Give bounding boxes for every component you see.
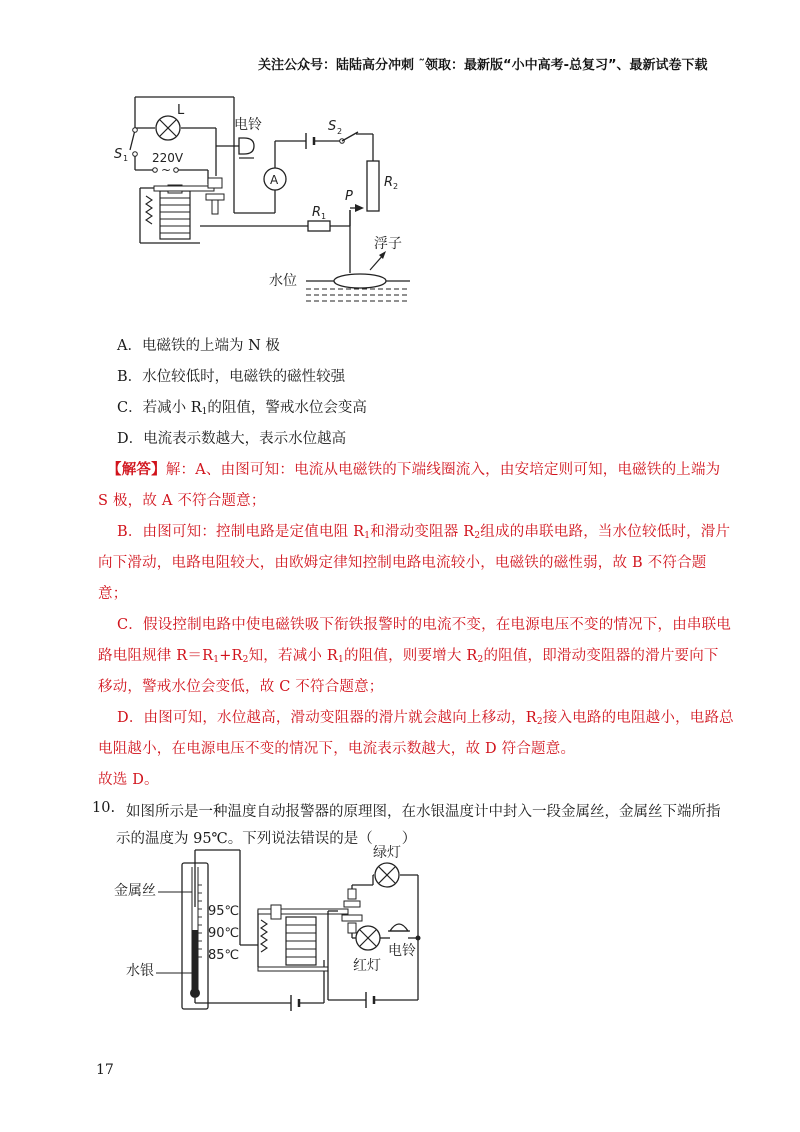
answer-line-6: C．假设控制电路中使电磁铁吸下衔铁报警时的电流不变，在电源电压不变的情况下，由串联电 <box>117 617 731 633</box>
svg-text:红灯: 红灯 <box>353 958 381 974</box>
ammeter-symbol <box>264 168 286 190</box>
svg-text:85℃: 85℃ <box>208 948 240 963</box>
circuit-diagram-1 <box>108 88 428 310</box>
page-number: 17 <box>96 1062 114 1078</box>
svg-text:绿灯: 绿灯 <box>373 845 401 861</box>
svg-text:金属丝: 金属丝 <box>114 883 156 899</box>
answer-line-5: 意； <box>98 586 128 602</box>
svg-text:R: R <box>312 205 322 220</box>
svg-text:水位: 水位 <box>269 273 297 289</box>
answer-line-4: 向下滑动，电路电阻较大，由欧姆定律知控制电路电流较小，电磁铁的磁性弱，故 B 不符合题 <box>98 555 707 571</box>
page-header: 关注公众号：陆陆高分冲刺 ˜领取：最新版“小中高考-总复习”、最新试卷下载 <box>258 58 708 73</box>
svg-text:A: A <box>270 173 279 187</box>
question-10-line-2: 示的温度为 95℃。下列说法错误的是（ ） <box>116 831 417 847</box>
answer-line-9: D．由图可知，水位越高，滑动变阻器的滑片就会越向上移动，$R_2$接入电路的电阻越小，电路总 <box>117 710 734 727</box>
svg-text:90℃: 90℃ <box>208 926 240 941</box>
answer-line-2: S 极，故 A 不符合题意； <box>98 493 266 509</box>
svg-text:水银: 水银 <box>126 963 154 979</box>
svg-text:220V: 220V <box>152 151 184 165</box>
answer-line-10: 电阻越小，在电源电压不变的情况下，电流表示数越大，故 D 符合题意。 <box>98 741 576 757</box>
question-10-number: 10. <box>92 800 116 816</box>
svg-text:S: S <box>114 147 123 162</box>
water-level-circuit-figure <box>108 88 428 310</box>
answer-line-1: 【解答】解：A、由图可知：电流从电磁铁的下端线圈流入，由安培定则可知，电磁铁的上端为 <box>107 461 721 478</box>
answer-line-8: 移动，警戒水位会变低，故 C 不符合题意； <box>98 679 384 695</box>
svg-text:2: 2 <box>393 182 399 191</box>
svg-text:L: L <box>177 103 185 118</box>
svg-text:浮子: 浮子 <box>374 236 402 252</box>
answer-line-7: 路电阻规律 $R=R_1+R_2$知，若减小 $R_1$的阻值，则要增大 $R_2$的阻值，即滑动变阻器的滑片要向下 <box>98 648 719 665</box>
svg-text:2: 2 <box>337 127 343 136</box>
svg-text:电铃: 电铃 <box>388 943 416 959</box>
svg-text:S: S <box>328 119 337 134</box>
green-lamp-symbol <box>375 863 399 887</box>
temperature-alarm-figure <box>108 845 438 1015</box>
svg-text:1: 1 <box>123 154 129 163</box>
svg-text:95℃: 95℃ <box>208 904 240 919</box>
svg-text:~: ~ <box>161 163 172 177</box>
option-b: B．水位较低时，电磁铁的磁性较强 <box>117 369 346 385</box>
answer-line-11: 故选 D。 <box>98 772 159 788</box>
svg-text:P: P <box>345 189 353 204</box>
lamp-l-symbol <box>156 116 180 140</box>
svg-text:R: R <box>384 175 394 190</box>
red-lamp-symbol <box>356 926 380 950</box>
option-d: D．电流表示数越大，表示水位越高 <box>117 431 347 447</box>
svg-text:电铃: 电铃 <box>234 117 262 133</box>
option-a: A．电磁铁的上端为 N 极 <box>117 338 280 354</box>
answer-line-3: B．由图可知：控制电路是定值电阻 $R_1$和滑动变阻器 $R_2$组成的串联电路，当水位较低时，滑片 <box>117 524 731 541</box>
option-c: C．若减小 $R_1$的阻值，警戒水位会变高 <box>117 400 367 417</box>
question-10-line-1: 如图所示是一种温度自动报警器的原理图，在水银温度计中封入一段金属丝，金属丝下端所指 <box>126 804 721 820</box>
svg-text:1: 1 <box>321 212 327 221</box>
circuit-diagram-2 <box>108 845 438 1015</box>
